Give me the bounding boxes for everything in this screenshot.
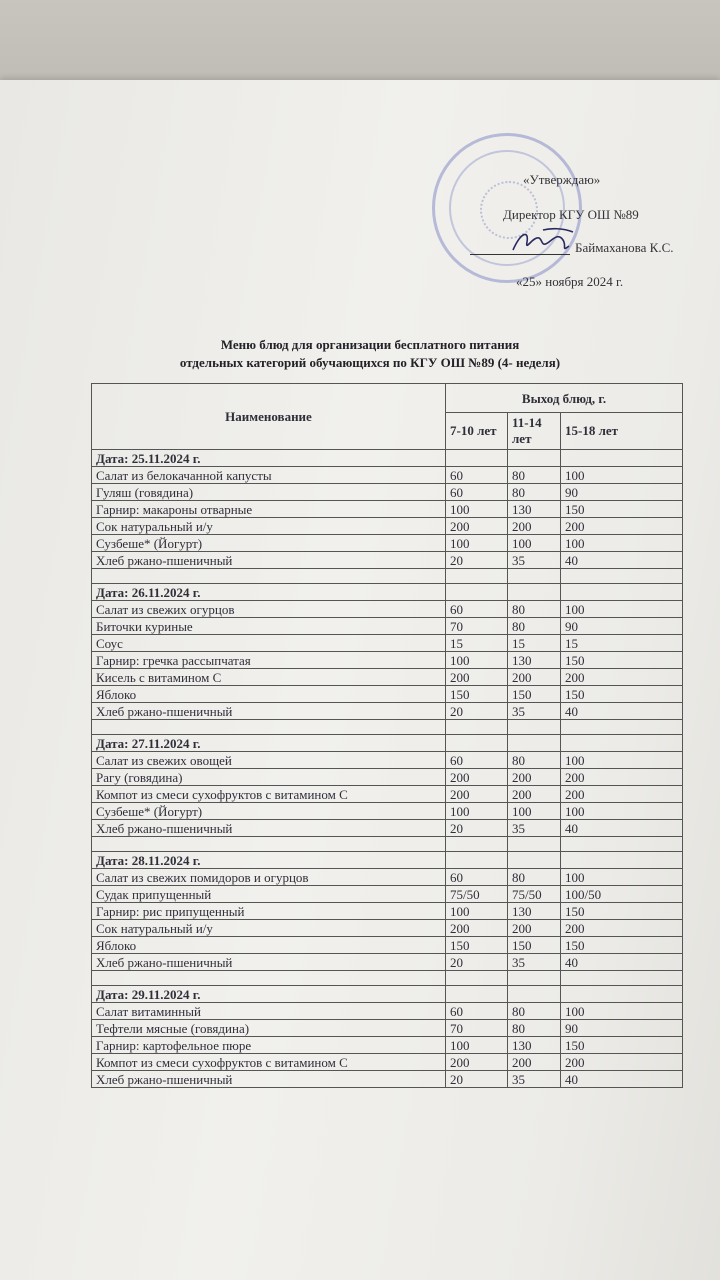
portion-7-10-cell: 20	[446, 1071, 508, 1088]
empty-cell	[561, 986, 683, 1003]
column-header-name: Наименование	[92, 384, 446, 450]
portion-11-14-cell: 130	[508, 1037, 561, 1054]
date-row	[92, 852, 683, 869]
portion-15-18-cell: 150	[561, 1037, 683, 1054]
column-header-age-11-14: 11-14 лет	[508, 413, 561, 450]
dish-name-cell: Хлеб ржано-пшеничный	[92, 954, 446, 971]
empty-cell	[508, 720, 561, 735]
portion-15-18-cell: 40	[561, 552, 683, 569]
portion-11-14-cell: 130	[508, 501, 561, 518]
approval-heading: «Утверждаю»	[523, 172, 601, 187]
portion-15-18-cell: 40	[561, 820, 683, 837]
portion-11-14-cell: 200	[508, 786, 561, 803]
empty-cell	[561, 735, 683, 752]
portion-7-10-cell: 60	[446, 467, 508, 484]
portion-7-10-cell: 60	[446, 484, 508, 501]
portion-11-14-cell: 150	[508, 686, 561, 703]
dish-name-cell: Гарнир: картофельное пюре	[92, 1037, 446, 1054]
table-row	[92, 869, 683, 886]
empty-cell	[446, 986, 508, 1003]
date-cell: Дата: 25.11.2024 г.	[92, 450, 446, 467]
portion-11-14-cell: 35	[508, 954, 561, 971]
table-header-row	[92, 384, 683, 413]
portion-7-10-cell: 100	[446, 652, 508, 669]
portion-7-10-cell: 100	[446, 1037, 508, 1054]
portion-7-10-cell: 200	[446, 518, 508, 535]
date-cell: Дата: 27.11.2024 г.	[92, 735, 446, 752]
signature-line	[470, 254, 570, 255]
dish-name-cell: Рагу (говядина)	[92, 769, 446, 786]
empty-cell	[508, 852, 561, 869]
dish-name-cell: Компот из смеси сухофруктов с витамином С	[92, 786, 446, 803]
empty-cell	[446, 735, 508, 752]
portion-15-18-cell: 200	[561, 518, 683, 535]
portion-11-14-cell: 100	[508, 535, 561, 552]
portion-15-18-cell: 200	[561, 920, 683, 937]
approval-position: Директор КГУ ОШ №89	[503, 207, 639, 222]
dish-name-cell: Компот из смеси сухофруктов с витамином С	[92, 1054, 446, 1071]
portion-15-18-cell: 150	[561, 686, 683, 703]
column-header-age-15-18: 15-18 лет	[561, 413, 683, 450]
dish-name-cell: Кисель с витамином С	[92, 669, 446, 686]
table-row	[92, 467, 683, 484]
dish-name-cell: Салат из свежих овощей	[92, 752, 446, 769]
document-title-line2: отдельных категорий обучающихся по КГУ ОШ №89 (4- неделя)	[179, 355, 561, 370]
portion-11-14-cell: 35	[508, 552, 561, 569]
portion-15-18-cell: 40	[561, 954, 683, 971]
portion-7-10-cell: 70	[446, 1020, 508, 1037]
portion-15-18-cell: 200	[561, 1054, 683, 1071]
portion-7-10-cell: 200	[446, 769, 508, 786]
portion-11-14-cell: 130	[508, 903, 561, 920]
empty-cell	[92, 720, 446, 735]
empty-cell	[446, 837, 508, 852]
dish-name-cell: Биточки куриные	[92, 618, 446, 635]
empty-cell	[508, 450, 561, 467]
portion-15-18-cell: 40	[561, 703, 683, 720]
table-row	[92, 618, 683, 635]
portion-11-14-cell: 130	[508, 652, 561, 669]
portion-7-10-cell: 200	[446, 920, 508, 937]
portion-7-10-cell: 100	[446, 501, 508, 518]
empty-cell	[446, 852, 508, 869]
portion-11-14-cell: 80	[508, 1020, 561, 1037]
empty-cell	[446, 569, 508, 584]
empty-cell	[561, 450, 683, 467]
empty-cell	[561, 852, 683, 869]
empty-cell	[92, 569, 446, 584]
portion-11-14-cell: 200	[508, 669, 561, 686]
portion-7-10-cell: 20	[446, 703, 508, 720]
portion-11-14-cell: 200	[508, 769, 561, 786]
portion-7-10-cell: 60	[446, 869, 508, 886]
portion-7-10-cell: 15	[446, 635, 508, 652]
portion-11-14-cell: 80	[508, 484, 561, 501]
empty-cell	[508, 569, 561, 584]
portion-7-10-cell: 60	[446, 1003, 508, 1020]
portion-11-14-cell: 200	[508, 518, 561, 535]
document-title-line1: Меню блюд для организации бесплатного питания	[220, 337, 520, 352]
portion-15-18-cell: 90	[561, 1020, 683, 1037]
table-row	[92, 820, 683, 837]
portion-15-18-cell: 100	[561, 467, 683, 484]
portion-7-10-cell: 60	[446, 752, 508, 769]
portion-11-14-cell: 75/50	[508, 886, 561, 903]
portion-7-10-cell: 100	[446, 803, 508, 820]
dish-name-cell: Хлеб ржано-пшеничный	[92, 820, 446, 837]
approval-name: Баймаханова К.С.	[575, 240, 674, 255]
table-row	[92, 552, 683, 569]
empty-cell	[561, 720, 683, 735]
table-row	[92, 1037, 683, 1054]
portion-15-18-cell: 200	[561, 786, 683, 803]
empty-cell	[508, 837, 561, 852]
table-row	[92, 954, 683, 971]
table-row	[92, 686, 683, 703]
portion-15-18-cell: 100	[561, 535, 683, 552]
portion-15-18-cell: 40	[561, 1071, 683, 1088]
empty-cell	[561, 971, 683, 986]
dish-name-cell: Салат из свежих помидоров и огурцов	[92, 869, 446, 886]
table-row	[92, 786, 683, 803]
portion-15-18-cell: 100	[561, 869, 683, 886]
table-row	[92, 601, 683, 618]
empty-cell	[446, 450, 508, 467]
portion-11-14-cell: 80	[508, 618, 561, 635]
table-row	[92, 635, 683, 652]
dish-name-cell: Гарнир: гречка рассыпчатая	[92, 652, 446, 669]
dish-name-cell: Соус	[92, 635, 446, 652]
portion-11-14-cell: 200	[508, 920, 561, 937]
dish-name-cell: Тефтели мясные (говядина)	[92, 1020, 446, 1037]
date-row	[92, 735, 683, 752]
empty-cell	[561, 837, 683, 852]
date-cell: Дата: 28.11.2024 г.	[92, 852, 446, 869]
empty-cell	[92, 971, 446, 986]
spacer-row	[92, 837, 683, 852]
portion-15-18-cell: 100/50	[561, 886, 683, 903]
table-row	[92, 903, 683, 920]
portion-7-10-cell: 75/50	[446, 886, 508, 903]
portion-15-18-cell: 90	[561, 618, 683, 635]
portion-11-14-cell: 100	[508, 803, 561, 820]
empty-cell	[92, 837, 446, 852]
table-row	[92, 518, 683, 535]
table-row	[92, 937, 683, 954]
table-row	[92, 1020, 683, 1037]
portion-15-18-cell: 200	[561, 769, 683, 786]
portion-7-10-cell: 100	[446, 903, 508, 920]
date-cell: Дата: 26.11.2024 г.	[92, 584, 446, 601]
table-row	[92, 803, 683, 820]
date-row	[92, 584, 683, 601]
empty-cell	[508, 584, 561, 601]
table-row	[92, 752, 683, 769]
portion-7-10-cell: 200	[446, 669, 508, 686]
portion-7-10-cell: 20	[446, 552, 508, 569]
table-row	[92, 769, 683, 786]
dish-name-cell: Хлеб ржано-пшеничный	[92, 1071, 446, 1088]
empty-cell	[446, 584, 508, 601]
dish-name-cell: Хлеб ржано-пшеничный	[92, 552, 446, 569]
date-row	[92, 986, 683, 1003]
dish-name-cell: Сузбеше* (Йогурт)	[92, 535, 446, 552]
table-row	[92, 886, 683, 903]
empty-cell	[446, 720, 508, 735]
portion-11-14-cell: 80	[508, 467, 561, 484]
table-row	[92, 1071, 683, 1088]
menu-table-body	[92, 450, 683, 1088]
portion-11-14-cell: 150	[508, 937, 561, 954]
portion-15-18-cell: 100	[561, 601, 683, 618]
empty-cell	[561, 569, 683, 584]
portion-15-18-cell: 100	[561, 752, 683, 769]
portion-7-10-cell: 100	[446, 535, 508, 552]
portion-11-14-cell: 80	[508, 869, 561, 886]
table-row	[92, 669, 683, 686]
portion-11-14-cell: 35	[508, 703, 561, 720]
portion-15-18-cell: 100	[561, 803, 683, 820]
empty-cell	[508, 735, 561, 752]
table-row	[92, 1054, 683, 1071]
portion-15-18-cell: 200	[561, 669, 683, 686]
portion-11-14-cell: 15	[508, 635, 561, 652]
empty-cell	[508, 986, 561, 1003]
portion-15-18-cell: 150	[561, 652, 683, 669]
dish-name-cell: Яблоко	[92, 937, 446, 954]
dish-name-cell: Яблоко	[92, 686, 446, 703]
dish-name-cell: Гуляш (говядина)	[92, 484, 446, 501]
spacer-row	[92, 720, 683, 735]
portion-15-18-cell: 90	[561, 484, 683, 501]
dish-name-cell: Салат из свежих огурцов	[92, 601, 446, 618]
table-row	[92, 920, 683, 937]
table-row	[92, 1003, 683, 1020]
spacer-row	[92, 569, 683, 584]
portion-7-10-cell: 150	[446, 937, 508, 954]
dish-name-cell: Сок натуральный и/у	[92, 920, 446, 937]
portion-7-10-cell: 20	[446, 820, 508, 837]
dish-name-cell: Гарнир: рис припущенный	[92, 903, 446, 920]
date-row	[92, 450, 683, 467]
dish-name-cell: Сузбеше* (Йогурт)	[92, 803, 446, 820]
portion-11-14-cell: 200	[508, 1054, 561, 1071]
portion-11-14-cell: 80	[508, 752, 561, 769]
table-row	[92, 703, 683, 720]
portion-15-18-cell: 150	[561, 903, 683, 920]
dish-name-cell: Салат витаминный	[92, 1003, 446, 1020]
portion-15-18-cell: 150	[561, 501, 683, 518]
table-row	[92, 535, 683, 552]
portion-15-18-cell: 15	[561, 635, 683, 652]
empty-cell	[561, 584, 683, 601]
date-cell: Дата: 29.11.2024 г.	[92, 986, 446, 1003]
column-header-age-7-10: 7-10 лет	[446, 413, 508, 450]
portion-11-14-cell: 80	[508, 1003, 561, 1020]
table-row	[92, 652, 683, 669]
dish-name-cell: Судак припущенный	[92, 886, 446, 903]
portion-7-10-cell: 150	[446, 686, 508, 703]
menu-table	[91, 383, 683, 1088]
portion-7-10-cell: 70	[446, 618, 508, 635]
portion-7-10-cell: 60	[446, 601, 508, 618]
portion-11-14-cell: 35	[508, 1071, 561, 1088]
portion-11-14-cell: 35	[508, 820, 561, 837]
spacer-row	[92, 971, 683, 986]
table-row	[92, 501, 683, 518]
dish-name-cell: Салат из белокачанной капусты	[92, 467, 446, 484]
column-header-output: Выход блюд, г.	[446, 384, 683, 413]
portion-7-10-cell: 200	[446, 1054, 508, 1071]
table-row	[92, 484, 683, 501]
portion-11-14-cell: 80	[508, 601, 561, 618]
portion-7-10-cell: 20	[446, 954, 508, 971]
empty-cell	[508, 971, 561, 986]
dish-name-cell: Сок натуральный и/у	[92, 518, 446, 535]
portion-7-10-cell: 200	[446, 786, 508, 803]
dish-name-cell: Хлеб ржано-пшеничный	[92, 703, 446, 720]
dish-name-cell: Гарнир: макароны отварные	[92, 501, 446, 518]
portion-15-18-cell: 150	[561, 937, 683, 954]
approval-date: «25» ноября 2024 г.	[516, 274, 624, 289]
portion-15-18-cell: 100	[561, 1003, 683, 1020]
empty-cell	[446, 971, 508, 986]
